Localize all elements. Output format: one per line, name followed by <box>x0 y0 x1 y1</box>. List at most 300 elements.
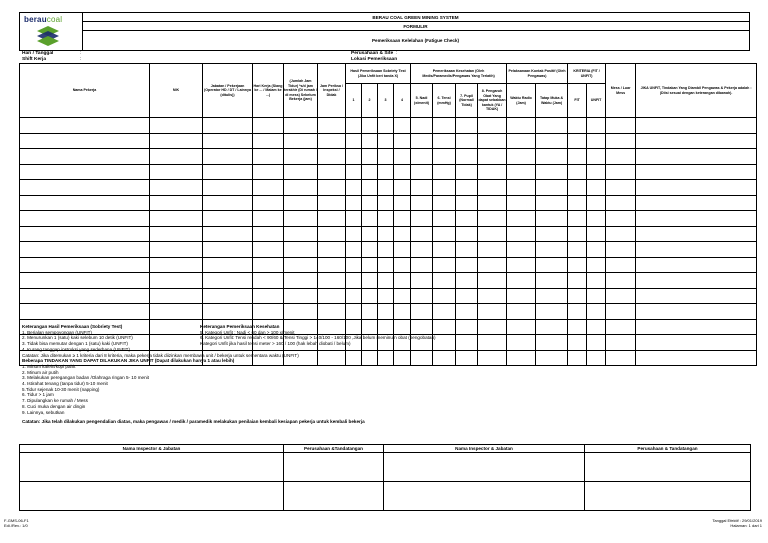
inspector-cell[interactable] <box>20 482 284 511</box>
table-cell[interactable] <box>456 226 478 242</box>
table-cell[interactable] <box>362 211 378 227</box>
table-cell[interactable] <box>20 180 150 196</box>
table-cell[interactable] <box>378 226 394 242</box>
table-cell[interactable] <box>536 133 568 149</box>
table-cell[interactable] <box>568 180 587 196</box>
table-cell[interactable] <box>478 149 507 165</box>
table-cell[interactable] <box>536 118 568 134</box>
table-cell[interactable] <box>150 180 203 196</box>
table-cell[interactable] <box>456 319 478 335</box>
signature-cell[interactable] <box>284 482 384 511</box>
table-cell[interactable] <box>378 149 394 165</box>
table-cell[interactable] <box>507 273 536 289</box>
table-cell[interactable] <box>606 350 636 366</box>
table-cell[interactable] <box>378 304 394 320</box>
table-cell[interactable] <box>20 149 150 165</box>
table-cell[interactable] <box>456 273 478 289</box>
table-cell[interactable] <box>346 304 362 320</box>
table-cell[interactable] <box>253 149 284 165</box>
table-cell[interactable] <box>587 273 606 289</box>
inspector-cell[interactable] <box>384 482 585 511</box>
table-cell[interactable] <box>203 211 253 227</box>
table-cell[interactable] <box>394 288 411 304</box>
table-cell[interactable] <box>536 273 568 289</box>
table-cell[interactable] <box>394 257 411 273</box>
table-cell[interactable] <box>20 195 150 211</box>
table-cell[interactable] <box>253 304 284 320</box>
table-cell[interactable] <box>411 180 433 196</box>
table-cell[interactable] <box>394 133 411 149</box>
table-cell[interactable] <box>284 226 318 242</box>
table-cell[interactable] <box>346 149 362 165</box>
table-cell[interactable] <box>378 118 394 134</box>
table-cell[interactable] <box>346 164 362 180</box>
table-cell[interactable] <box>411 226 433 242</box>
table-cell[interactable] <box>411 304 433 320</box>
table-cell[interactable] <box>253 226 284 242</box>
table-cell[interactable] <box>456 195 478 211</box>
table-cell[interactable] <box>456 149 478 165</box>
table-cell[interactable] <box>568 335 587 351</box>
table-cell[interactable] <box>478 164 507 180</box>
table-cell[interactable] <box>20 164 150 180</box>
table-cell[interactable] <box>536 211 568 227</box>
table-cell[interactable] <box>587 288 606 304</box>
table-cell[interactable] <box>253 273 284 289</box>
table-cell[interactable] <box>456 180 478 196</box>
table-cell[interactable] <box>394 242 411 258</box>
table-cell[interactable] <box>536 288 568 304</box>
table-cell[interactable] <box>636 350 757 366</box>
table-cell[interactable] <box>346 257 362 273</box>
table-cell[interactable] <box>433 257 456 273</box>
signature-cell[interactable] <box>585 482 751 511</box>
table-cell[interactable] <box>507 335 536 351</box>
table-cell[interactable] <box>587 226 606 242</box>
table-cell[interactable] <box>456 242 478 258</box>
table-cell[interactable] <box>253 180 284 196</box>
table-cell[interactable] <box>507 319 536 335</box>
table-cell[interactable] <box>456 335 478 351</box>
table-cell[interactable] <box>378 288 394 304</box>
table-cell[interactable] <box>587 195 606 211</box>
table-cell[interactable] <box>318 164 346 180</box>
table-cell[interactable] <box>20 211 150 227</box>
table-cell[interactable] <box>253 288 284 304</box>
table-cell[interactable] <box>606 195 636 211</box>
table-cell[interactable] <box>284 242 318 258</box>
table-cell[interactable] <box>284 164 318 180</box>
table-cell[interactable] <box>433 180 456 196</box>
table-cell[interactable] <box>362 118 378 134</box>
table-cell[interactable] <box>568 319 587 335</box>
table-cell[interactable] <box>636 118 757 134</box>
table-cell[interactable] <box>478 319 507 335</box>
table-cell[interactable] <box>20 133 150 149</box>
table-cell[interactable] <box>507 226 536 242</box>
table-cell[interactable] <box>318 133 346 149</box>
table-cell[interactable] <box>587 319 606 335</box>
table-cell[interactable] <box>346 211 362 227</box>
table-cell[interactable] <box>150 133 203 149</box>
table-cell[interactable] <box>507 304 536 320</box>
table-cell[interactable] <box>411 164 433 180</box>
table-cell[interactable] <box>20 242 150 258</box>
table-cell[interactable] <box>203 304 253 320</box>
table-cell[interactable] <box>203 273 253 289</box>
table-cell[interactable] <box>456 164 478 180</box>
table-cell[interactable] <box>568 257 587 273</box>
inspector-cell[interactable] <box>20 453 284 482</box>
table-cell[interactable] <box>394 164 411 180</box>
table-cell[interactable] <box>587 118 606 134</box>
table-cell[interactable] <box>362 195 378 211</box>
table-cell[interactable] <box>587 133 606 149</box>
table-cell[interactable] <box>20 226 150 242</box>
table-cell[interactable] <box>378 242 394 258</box>
table-cell[interactable] <box>346 242 362 258</box>
table-cell[interactable] <box>478 133 507 149</box>
table-cell[interactable] <box>606 226 636 242</box>
table-cell[interactable] <box>478 304 507 320</box>
table-cell[interactable] <box>636 149 757 165</box>
table-cell[interactable] <box>411 133 433 149</box>
table-cell[interactable] <box>253 195 284 211</box>
table-cell[interactable] <box>346 226 362 242</box>
table-cell[interactable] <box>587 242 606 258</box>
table-cell[interactable] <box>636 226 757 242</box>
table-cell[interactable] <box>411 242 433 258</box>
table-cell[interactable] <box>478 180 507 196</box>
table-cell[interactable] <box>20 288 150 304</box>
table-cell[interactable] <box>456 211 478 227</box>
table-cell[interactable] <box>478 257 507 273</box>
table-cell[interactable] <box>253 133 284 149</box>
table-cell[interactable] <box>378 257 394 273</box>
table-cell[interactable] <box>606 118 636 134</box>
table-cell[interactable] <box>606 133 636 149</box>
table-cell[interactable] <box>507 118 536 134</box>
table-cell[interactable] <box>536 164 568 180</box>
table-cell[interactable] <box>568 304 587 320</box>
table-cell[interactable] <box>394 350 411 366</box>
table-cell[interactable] <box>346 133 362 149</box>
table-cell[interactable] <box>433 350 456 366</box>
table-cell[interactable] <box>606 149 636 165</box>
table-cell[interactable] <box>362 180 378 196</box>
table-cell[interactable] <box>284 211 318 227</box>
table-cell[interactable] <box>606 164 636 180</box>
table-cell[interactable] <box>362 257 378 273</box>
table-cell[interactable] <box>536 257 568 273</box>
table-cell[interactable] <box>536 319 568 335</box>
table-cell[interactable] <box>150 242 203 258</box>
table-cell[interactable] <box>433 319 456 335</box>
table-cell[interactable] <box>536 242 568 258</box>
table-cell[interactable] <box>411 350 433 366</box>
table-cell[interactable] <box>636 257 757 273</box>
table-cell[interactable] <box>636 195 757 211</box>
table-cell[interactable] <box>411 118 433 134</box>
table-cell[interactable] <box>507 164 536 180</box>
table-cell[interactable] <box>507 350 536 366</box>
table-cell[interactable] <box>346 195 362 211</box>
table-cell[interactable] <box>362 242 378 258</box>
table-cell[interactable] <box>411 273 433 289</box>
table-cell[interactable] <box>507 180 536 196</box>
table-cell[interactable] <box>150 195 203 211</box>
table-cell[interactable] <box>284 195 318 211</box>
table-cell[interactable] <box>536 180 568 196</box>
table-cell[interactable] <box>203 118 253 134</box>
table-cell[interactable] <box>203 288 253 304</box>
table-cell[interactable] <box>284 257 318 273</box>
table-cell[interactable] <box>456 133 478 149</box>
table-cell[interactable] <box>318 304 346 320</box>
table-cell[interactable] <box>284 180 318 196</box>
table-cell[interactable] <box>536 226 568 242</box>
table-cell[interactable] <box>433 164 456 180</box>
table-cell[interactable] <box>362 149 378 165</box>
table-cell[interactable] <box>478 242 507 258</box>
table-cell[interactable] <box>587 257 606 273</box>
table-cell[interactable] <box>394 180 411 196</box>
table-cell[interactable] <box>394 195 411 211</box>
table-cell[interactable] <box>362 288 378 304</box>
table-cell[interactable] <box>253 164 284 180</box>
table-cell[interactable] <box>203 164 253 180</box>
table-cell[interactable] <box>606 335 636 351</box>
table-cell[interactable] <box>378 273 394 289</box>
table-cell[interactable] <box>346 118 362 134</box>
table-cell[interactable] <box>318 273 346 289</box>
table-cell[interactable] <box>362 226 378 242</box>
table-cell[interactable] <box>203 195 253 211</box>
table-cell[interactable] <box>362 304 378 320</box>
table-cell[interactable] <box>587 149 606 165</box>
table-cell[interactable] <box>150 273 203 289</box>
table-cell[interactable] <box>411 149 433 165</box>
table-row <box>20 195 757 211</box>
table-cell[interactable] <box>587 164 606 180</box>
table-cell[interactable] <box>478 273 507 289</box>
table-cell[interactable] <box>20 304 150 320</box>
table-cell[interactable] <box>378 133 394 149</box>
table-cell[interactable] <box>536 304 568 320</box>
table-cell[interactable] <box>318 226 346 242</box>
table-cell[interactable] <box>568 273 587 289</box>
table-cell[interactable] <box>411 257 433 273</box>
table-cell[interactable] <box>318 118 346 134</box>
table-cell[interactable] <box>456 257 478 273</box>
table-cell[interactable] <box>253 118 284 134</box>
table-cell[interactable] <box>568 350 587 366</box>
table-cell[interactable] <box>378 195 394 211</box>
table-cell[interactable] <box>150 304 203 320</box>
table-cell[interactable] <box>587 335 606 351</box>
table-cell[interactable] <box>150 226 203 242</box>
table-cell[interactable] <box>478 118 507 134</box>
table-cell[interactable] <box>433 195 456 211</box>
table-cell[interactable] <box>253 242 284 258</box>
table-cell[interactable] <box>318 211 346 227</box>
table-cell[interactable] <box>150 118 203 134</box>
table-cell[interactable] <box>411 288 433 304</box>
table-cell[interactable] <box>318 257 346 273</box>
table-cell[interactable] <box>636 304 757 320</box>
table-cell[interactable] <box>203 226 253 242</box>
table-cell[interactable] <box>20 257 150 273</box>
table-cell[interactable] <box>411 195 433 211</box>
table-cell[interactable] <box>636 335 757 351</box>
table-cell[interactable] <box>568 226 587 242</box>
table-cell[interactable] <box>606 304 636 320</box>
table-cell[interactable] <box>507 195 536 211</box>
table-cell[interactable] <box>378 350 394 366</box>
table-cell[interactable] <box>478 288 507 304</box>
table-cell[interactable] <box>284 304 318 320</box>
table-cell[interactable] <box>318 149 346 165</box>
table-cell[interactable] <box>478 226 507 242</box>
table-cell[interactable] <box>433 211 456 227</box>
table-cell[interactable] <box>433 118 456 134</box>
table-cell[interactable] <box>636 180 757 196</box>
table-cell[interactable] <box>394 273 411 289</box>
table-cell[interactable] <box>318 180 346 196</box>
table-cell[interactable] <box>606 242 636 258</box>
table-cell[interactable] <box>587 211 606 227</box>
table-cell[interactable] <box>433 288 456 304</box>
table-cell[interactable] <box>318 195 346 211</box>
table-cell[interactable] <box>456 118 478 134</box>
table-cell[interactable] <box>411 211 433 227</box>
kesehatan-notes-title: Keterangan Pemeriksaan Kesehatan <box>200 324 280 329</box>
table-cell[interactable] <box>150 257 203 273</box>
table-cell[interactable] <box>203 133 253 149</box>
table-cell[interactable] <box>606 211 636 227</box>
table-cell[interactable] <box>507 288 536 304</box>
table-cell[interactable] <box>284 288 318 304</box>
table-cell[interactable] <box>478 195 507 211</box>
table-cell[interactable] <box>568 133 587 149</box>
table-cell[interactable] <box>203 257 253 273</box>
table-cell[interactable] <box>150 164 203 180</box>
table-cell[interactable] <box>394 211 411 227</box>
table-cell[interactable] <box>606 180 636 196</box>
table-cell[interactable] <box>284 118 318 134</box>
table-cell[interactable] <box>203 149 253 165</box>
table-cell[interactable] <box>606 257 636 273</box>
table-cell[interactable] <box>636 133 757 149</box>
table-cell[interactable] <box>536 350 568 366</box>
table-cell[interactable] <box>568 164 587 180</box>
table-cell[interactable] <box>478 211 507 227</box>
table-cell[interactable] <box>456 288 478 304</box>
table-cell[interactable] <box>606 273 636 289</box>
signature-cell[interactable] <box>284 453 384 482</box>
table-cell[interactable] <box>606 319 636 335</box>
table-cell[interactable] <box>284 273 318 289</box>
table-cell[interactable] <box>362 164 378 180</box>
table-cell[interactable] <box>636 211 757 227</box>
table-cell[interactable] <box>587 304 606 320</box>
table-cell[interactable] <box>378 211 394 227</box>
table-cell[interactable] <box>536 195 568 211</box>
table-cell[interactable] <box>536 149 568 165</box>
table-cell[interactable] <box>507 133 536 149</box>
table-cell[interactable] <box>507 242 536 258</box>
table-cell[interactable] <box>433 133 456 149</box>
table-cell[interactable] <box>568 149 587 165</box>
table-cell[interactable] <box>587 180 606 196</box>
table-cell[interactable] <box>253 211 284 227</box>
table-cell[interactable] <box>150 288 203 304</box>
table-cell[interactable] <box>150 211 203 227</box>
table-cell[interactable] <box>20 118 150 134</box>
table-cell[interactable] <box>433 242 456 258</box>
table-cell[interactable] <box>284 133 318 149</box>
table-cell[interactable] <box>568 242 587 258</box>
table-cell[interactable] <box>362 133 378 149</box>
table-cell[interactable] <box>203 180 253 196</box>
table-cell[interactable] <box>20 273 150 289</box>
table-cell[interactable] <box>362 273 378 289</box>
table-cell[interactable] <box>507 149 536 165</box>
table-cell[interactable] <box>568 211 587 227</box>
table-cell[interactable] <box>606 288 636 304</box>
table-cell[interactable] <box>318 242 346 258</box>
table-cell[interactable] <box>636 164 757 180</box>
table-cell[interactable] <box>636 319 757 335</box>
table-cell[interactable] <box>346 273 362 289</box>
table-cell[interactable] <box>433 226 456 242</box>
table-cell[interactable] <box>507 257 536 273</box>
signature-cell[interactable] <box>585 453 751 482</box>
table-cell[interactable] <box>433 304 456 320</box>
table-cell[interactable] <box>636 288 757 304</box>
table-cell[interactable] <box>378 180 394 196</box>
table-cell[interactable] <box>636 242 757 258</box>
table-cell[interactable] <box>433 149 456 165</box>
table-cell[interactable] <box>394 304 411 320</box>
inspector-cell[interactable] <box>384 453 585 482</box>
table-cell[interactable] <box>478 350 507 366</box>
table-cell[interactable] <box>203 242 253 258</box>
table-cell[interactable] <box>536 335 568 351</box>
table-cell[interactable] <box>568 288 587 304</box>
table-cell[interactable] <box>394 118 411 134</box>
table-cell[interactable] <box>433 273 456 289</box>
table-cell[interactable] <box>346 288 362 304</box>
table-cell[interactable] <box>284 149 318 165</box>
table-cell[interactable] <box>587 350 606 366</box>
table-cell[interactable] <box>568 118 587 134</box>
table-cell[interactable] <box>394 149 411 165</box>
table-cell[interactable] <box>253 257 284 273</box>
table-cell[interactable] <box>568 195 587 211</box>
table-cell[interactable] <box>636 273 757 289</box>
table-cell[interactable] <box>150 149 203 165</box>
table-cell[interactable] <box>378 164 394 180</box>
table-cell[interactable] <box>318 288 346 304</box>
table-cell[interactable] <box>456 350 478 366</box>
table-cell[interactable] <box>507 211 536 227</box>
table-cell[interactable] <box>456 304 478 320</box>
table-cell[interactable] <box>346 180 362 196</box>
form-header <box>19 12 750 51</box>
table-cell[interactable] <box>394 226 411 242</box>
table-cell[interactable] <box>478 335 507 351</box>
